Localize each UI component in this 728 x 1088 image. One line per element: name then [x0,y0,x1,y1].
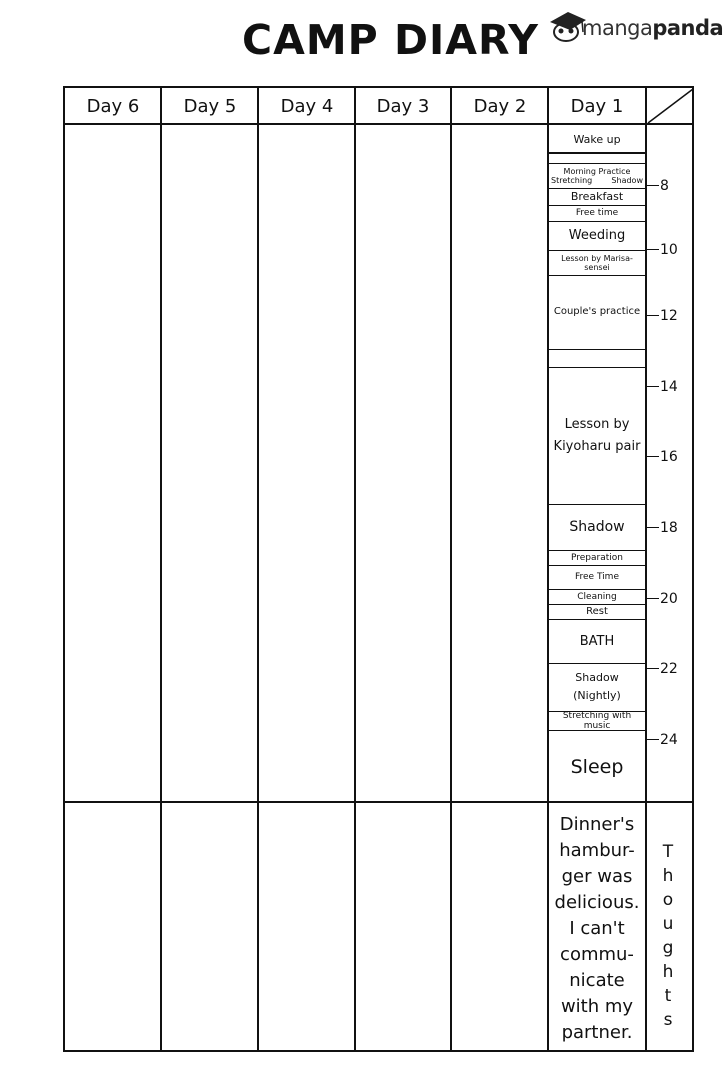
day-header-4: Day 4 [280,95,334,117]
schedule-divider [549,163,645,164]
lesson-kiyoharu-line-2: Kiyoharu pair [553,438,641,454]
day-header-6: Day 6 [86,95,140,117]
activity-cleaning: Cleaning [577,591,617,602]
hour-label-18: 18 [660,520,678,536]
thoughts-letter: s [663,1010,673,1030]
watermark-text [582,16,723,40]
morning-practice-details [551,176,643,185]
lesson-kiyoharu-line-1: Lesson by [564,416,630,432]
day-header-1: Day 1 [570,95,624,117]
activity-breakfast: Breakfast [570,189,624,203]
column-divider [160,86,162,1052]
page-title: CAMP DIARY [242,16,539,64]
shadow-label: Shadow [611,176,643,185]
thoughts-line: nicate [569,970,625,991]
hour-tick [645,527,659,528]
thoughts-entry-day-1 [549,812,645,1048]
hour-tick [645,739,659,740]
thoughts-letter: t [664,986,672,1006]
thoughts-line: delicious. [554,892,640,913]
stretching-label: Stretching [551,176,593,185]
activity-weeding: Weeding [568,228,626,243]
shadow-nightly-line-1: Shadow [575,671,619,684]
thoughts-line: ger was [561,866,633,887]
thoughts-line: hambur- [559,840,635,861]
activity-free-time-1: Free time [575,208,619,218]
day-header-2: Day 2 [473,95,527,117]
thoughts-line: partner. [561,1022,633,1043]
hour-label-12: 12 [660,308,678,324]
activity-morning-practice [549,165,645,187]
morning-practice-label: Morning Practice [563,167,631,176]
activity-wake-up: Wake up [573,132,621,146]
hour-label-8: 8 [660,178,669,194]
activity-couples-practice: Couple's practice [553,306,641,317]
hour-label-20: 20 [660,591,678,607]
thoughts-label [654,840,682,1032]
corner-diagonal [646,88,694,124]
thoughts-letter: u [662,914,674,934]
thoughts-letter: h [662,866,674,886]
activity-lesson-kiyoharu [549,368,645,503]
schedule-divider [549,730,645,731]
hour-tick [645,249,659,250]
column-divider [354,86,356,1052]
day-header-5: Day 5 [183,95,237,117]
activity-bath: BATH [579,633,615,649]
activity-free-time-2: Free Time [575,572,619,582]
column-divider [450,86,452,1052]
shadow-nightly-line-2: (Nightly) [573,689,621,702]
thoughts-letter: T [662,842,674,862]
thoughts-letter: o [662,890,674,910]
hour-label-14: 14 [660,379,678,395]
activity-preparation: Preparation [571,552,623,563]
column-divider [645,86,647,1052]
activity-lesson-marisa: Lesson by Marisa-sensei [561,253,633,272]
hour-tick [645,315,659,316]
schedule-divider [549,152,645,154]
watermark-manga: manga [582,16,653,40]
thoughts-line: I can't [569,918,625,939]
thoughts-line: with my [560,996,634,1017]
thoughts-line: commu- [560,944,634,965]
activity-stretching-music: Stretching with music [562,710,632,731]
thoughts-letter: g [662,938,674,958]
hour-tick [645,386,659,387]
thoughts-letter: h [662,962,674,982]
hour-tick [645,598,659,599]
day-header-3: Day 3 [376,95,430,117]
hour-tick [645,185,659,186]
activity-shadow-evening: Shadow [569,518,625,535]
hour-label-24: 24 [660,732,678,748]
schedule-divider [549,349,645,350]
hour-label-22: 22 [660,661,678,677]
thoughts-divider [63,801,694,803]
activity-sleep: Sleep [570,755,624,778]
hour-tick [645,668,659,669]
activity-rest: Rest [586,605,608,617]
watermark-panda: panda [652,16,724,40]
hour-tick [645,456,659,457]
hour-label-10: 10 [660,242,678,258]
column-divider [257,86,259,1052]
hour-label-16: 16 [660,449,678,465]
activity-shadow-nightly [549,664,645,710]
watermark [548,6,724,46]
thoughts-line: Dinner's [559,814,635,835]
